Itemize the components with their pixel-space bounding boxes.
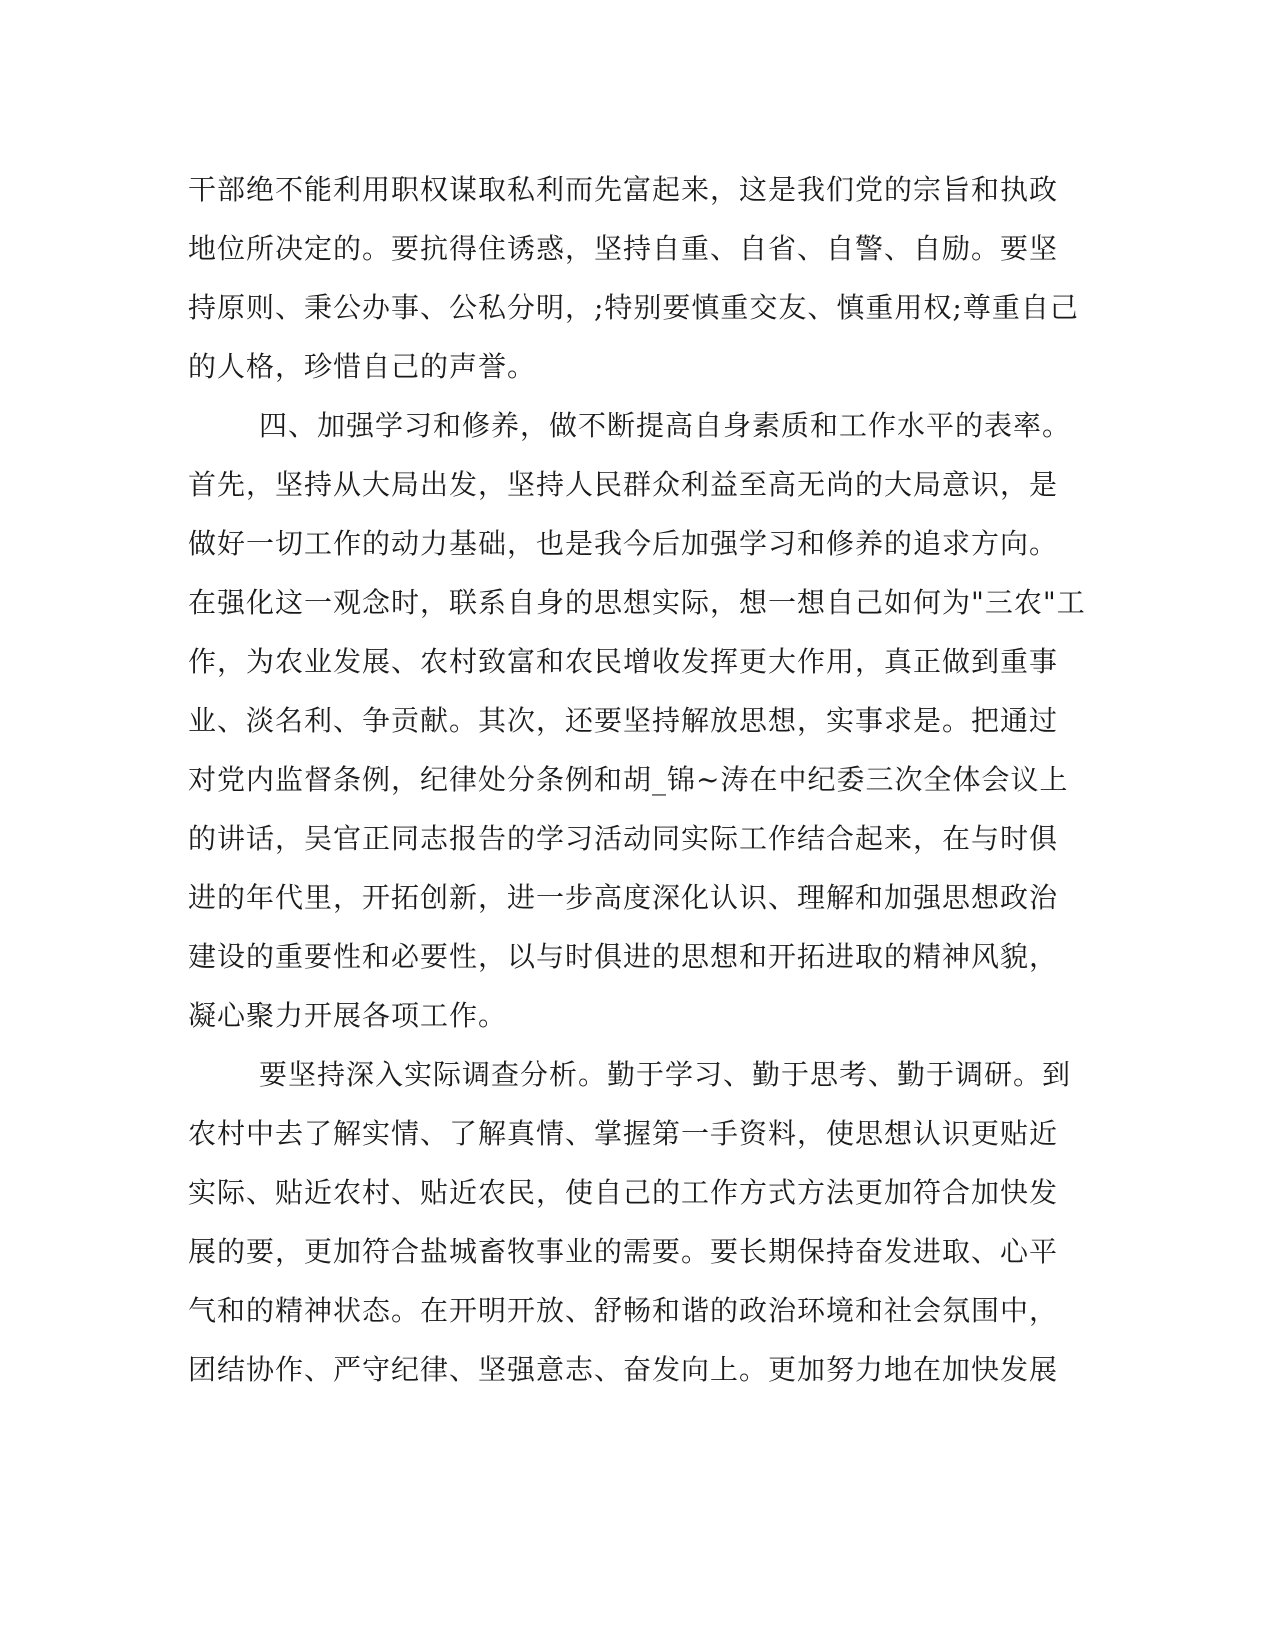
text-line: 地位所决定的。要抗得住诱惑，坚持自重、自省、自警、自励。要坚 <box>188 232 1059 265</box>
text-line: 做好一切工作的动力基础，也是我今后加强学习和修养的追求方向。 <box>188 527 1059 560</box>
text-line: 进的年代里，开拓创新，进一步高度深化认识、理解和加强思想政治 <box>188 881 1059 914</box>
text-line: 展的要，更加符合盐城畜牧事业的需要。要长期保持奋发进取、心平 <box>188 1235 1059 1268</box>
text-line: 的讲话，吴官正同志报告的学习活动同实际工作结合起来，在与时俱 <box>188 822 1059 855</box>
text-line: 凝心聚力开展各项工作。 <box>188 999 508 1032</box>
text-line: 作，为农业发展、农村致富和农民增收发挥更大作用，真正做到重事 <box>188 645 1059 678</box>
text-line: 农村中去了解实情、了解真情、掌握第一手资料，使思想认识更贴近 <box>188 1117 1059 1150</box>
text-line: 在强化这一观念时，联系自身的思想实际，想一想自己如何为"三农"工 <box>188 586 1086 619</box>
text-line: 建设的重要性和必要性，以与时俱进的思想和开拓进取的精神风貌， <box>188 940 1059 973</box>
text-line: 业、淡名利、争贡献。其次，还要坚持解放思想，实事求是。把通过 <box>188 704 1059 737</box>
body-text <box>188 160 1088 1399</box>
text-line: 干部绝不能利用职权谋取私利而先富起来，这是我们党的宗旨和执政 <box>188 173 1059 206</box>
text-line: 对党内监督条例，纪律处分条例和胡_锦~涛在中纪委三次全体会议上 <box>188 763 1069 796</box>
paragraph-start-line: 要坚持深入实际调查分析。勤于学习、勤于思考、勤于调研。到 <box>259 1058 1072 1091</box>
text-line: 气和的精神状态。在开明开放、舒畅和谐的政治环境和社会氛围中， <box>188 1294 1059 1327</box>
text-line: 首先，坚持从大局出发，坚持人民群众利益至高无尚的大局意识，是 <box>188 468 1059 501</box>
paragraph-start-line: 四、加强学习和修养，做不断提高自身素质和工作水平的表率。 <box>259 409 1072 442</box>
text-line: 的人格，珍惜自己的声誉。 <box>188 350 537 383</box>
text-line: 团结协作、严守纪律、坚强意志、奋发向上。更加努力地在加快发展 <box>188 1353 1059 1386</box>
text-line: 实际、贴近农村、贴近农民，使自己的工作方式方法更加符合加快发 <box>188 1176 1059 1209</box>
text-line: 持原则、秉公办事、公私分明，;特别要慎重交友、慎重用权;尊重自己 <box>188 291 1079 324</box>
